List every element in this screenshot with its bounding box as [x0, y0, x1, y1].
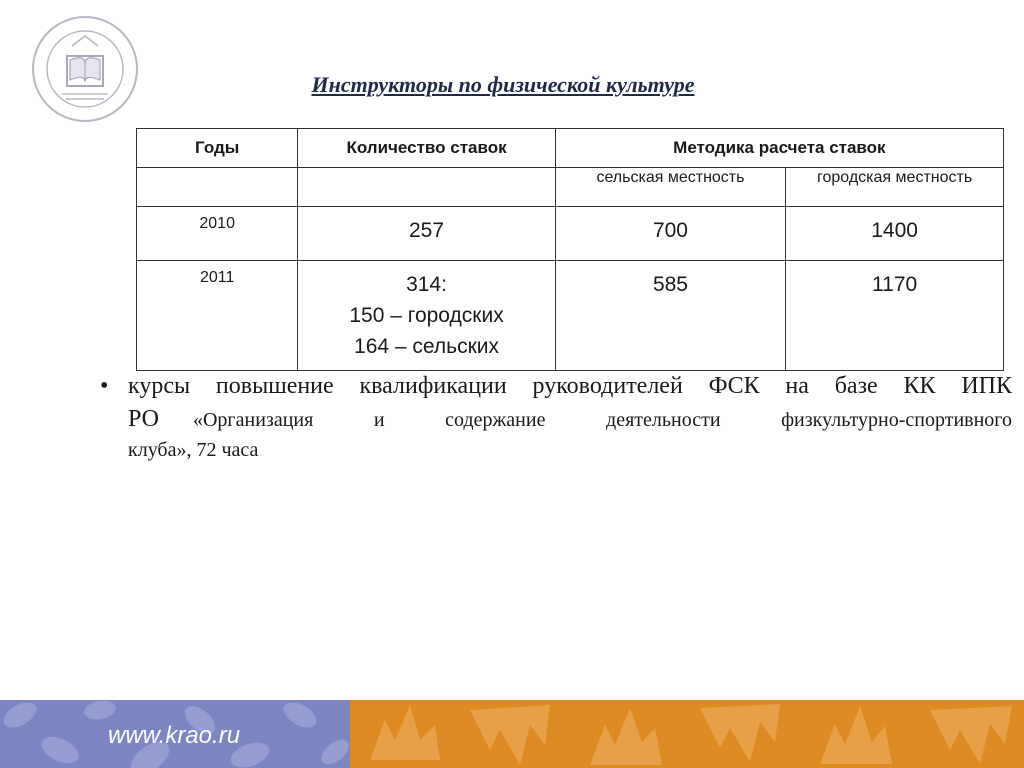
cell-year: 2010 — [137, 207, 298, 261]
table-header-row — [137, 129, 1004, 168]
header-years: Годы — [137, 129, 298, 168]
count-total: 314: — [406, 273, 447, 296]
cell-count — [298, 261, 555, 371]
table-subheader-row — [137, 168, 1004, 207]
footer-right-panel — [350, 700, 1024, 768]
cell-rural: 585 — [555, 261, 785, 371]
bullet-marker: • — [100, 373, 109, 399]
footer-left-panel — [0, 700, 350, 768]
footer-url[interactable]: www.krao.ru — [108, 722, 241, 749]
count-rural: 164 – сельских — [354, 335, 500, 358]
bullet-line-2-start: РО — [128, 406, 159, 432]
subheader-empty-1 — [137, 168, 298, 207]
footer-banner — [0, 700, 1024, 768]
bullet-line-2 — [128, 406, 1012, 433]
header-method: Методика расчета ставок — [555, 129, 1003, 168]
logo-seal — [30, 14, 140, 124]
cell-year: 2011 — [137, 261, 298, 371]
page-title-wrap — [130, 72, 876, 98]
cell-rural: 700 — [555, 207, 785, 261]
bullet-line-3: клуба», 72 часа — [128, 439, 259, 461]
cell-urban: 1170 — [786, 261, 1004, 371]
subheader-empty-2 — [298, 168, 555, 207]
book-seal-icon — [30, 14, 140, 124]
bullet-text — [128, 370, 1012, 462]
count-urban: 150 – городских — [349, 304, 504, 327]
header-count: Количество ставок — [298, 129, 555, 168]
bullet-item — [100, 370, 1012, 462]
staffing-table — [136, 128, 1004, 371]
bullet-line-1: курсы повышение квалификации руководителей ФСК на базе КК ИПК — [128, 373, 1012, 399]
page-title: Инструкторы по физической культуре — [311, 72, 695, 97]
bullet-line-2-rest: «Организация и содержание деятельности физкультурно-спортивного — [192, 409, 1012, 431]
maple-leaf-pattern-icon — [350, 700, 1024, 768]
table-row — [137, 261, 1004, 371]
subheader-rural: сельская местность — [555, 168, 785, 207]
cell-count: 257 — [298, 207, 555, 261]
table-row — [137, 207, 1004, 261]
cell-urban: 1400 — [786, 207, 1004, 261]
subheader-urban: городская местность — [786, 168, 1004, 207]
